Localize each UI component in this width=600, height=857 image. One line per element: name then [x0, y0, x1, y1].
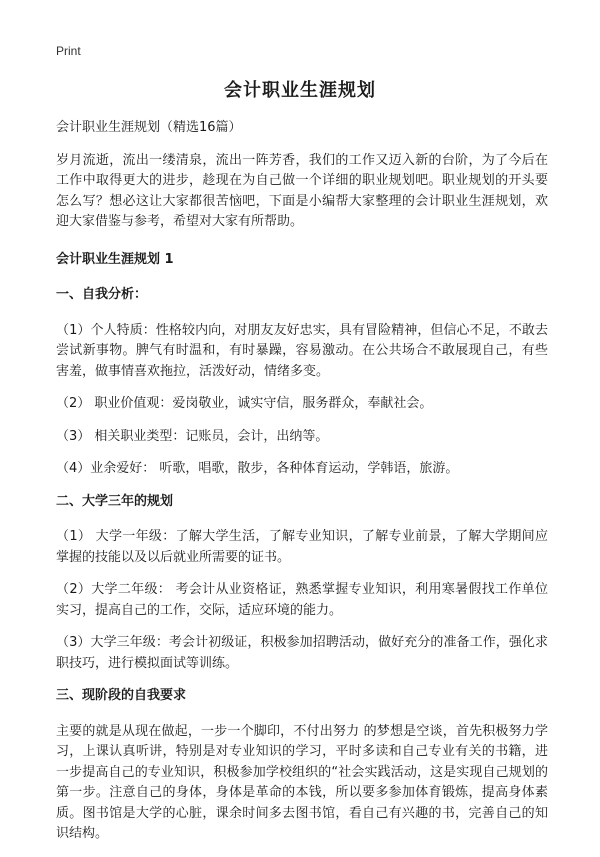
document-subtitle: 会计职业生涯规划（精选16篇） [56, 120, 242, 135]
part2-item: （1） 大学一年级：了解大学生活，了解专业知识，了解专业前景，了解大学期间应掌握的技能以及以后就业所需要的证书。 [56, 529, 548, 565]
part3-paragraph: 主要的就是从现在做起，一步一个脚印，不付出努力 的梦想是空谈，首先积极努力学习，上课认真听讲，特别是对专业知识的学习，平时多读和自己专业有关的书籍，进一步提高自己的专业知识，积极参加学校组织的“社会实践活动，这是实现自己规划的第一步。注意自己的身体，身体是革命的本钱，所以要多参加体育锻炼，提高身体素质。图书馆是大学的心脏，课余时间多去图书馆，看自己有兴趣的书，完善自己的知识结构。 [56, 723, 548, 841]
part1-item: （2） 职业价值观：爱岗敬业，诚实守信，服务群众，奉献社会。 [56, 396, 433, 411]
document-body [56, 118, 548, 857]
part2-item: （2）大学二年级： 考会计从业资格证，熟悉掌握专业知识，利用寒暑假找工作单位实习，提高自己的工作，交际，适应环境的能力。 [56, 582, 548, 618]
section-title: 会计职业生涯规划 1 [56, 251, 174, 267]
part1-item: （3） 相关职业类型：记账员，会计，出纳等。 [56, 428, 329, 444]
part2-heading: 二、大学三年的规划 [56, 493, 174, 509]
part1-item: （4）业余爱好： 听歌，唱歌，散步，各种体育运动，学韩语，旅游。 [56, 461, 459, 476]
part3-heading: 三、现阶段的自我要求 [56, 688, 187, 703]
part1-item: （1）个人特质：性格较内向，对朋友友好忠实，具有冒险精神，但信心不足，不敢去尝试新事物。脾气有时温和，有时暴躁，容易激动。在公共场合不敢展现自己，有些害羞，做事情喜欢拖拉，活泼好动，情绪多变。 [56, 322, 548, 379]
document-title: 会计职业生涯规划 [224, 80, 376, 101]
intro-paragraph: 岁月流逝，流出一缕清泉，流出一阵芳香，我们的工作又迈入新的台阶，为了今后在工作中取得更大的进步，趁现在为自己做一个详细的职业规划吧。职业规划的开头要怎么写？想必这让大家都很苦恼吧，下面是小编帮大家整理的会计职业生涯规划，欢迎大家借鉴与参考，希望对大家有所帮助。 [56, 152, 548, 229]
print-link[interactable]: Print [56, 44, 81, 58]
part2-item: （3）大学三年级：考会计初级证，积极参加招聘活动，做好充分的准备工作，强化求职技巧，进行模拟面试等训练。 [56, 635, 548, 671]
part1-heading: 一、自我分析： [56, 287, 148, 302]
